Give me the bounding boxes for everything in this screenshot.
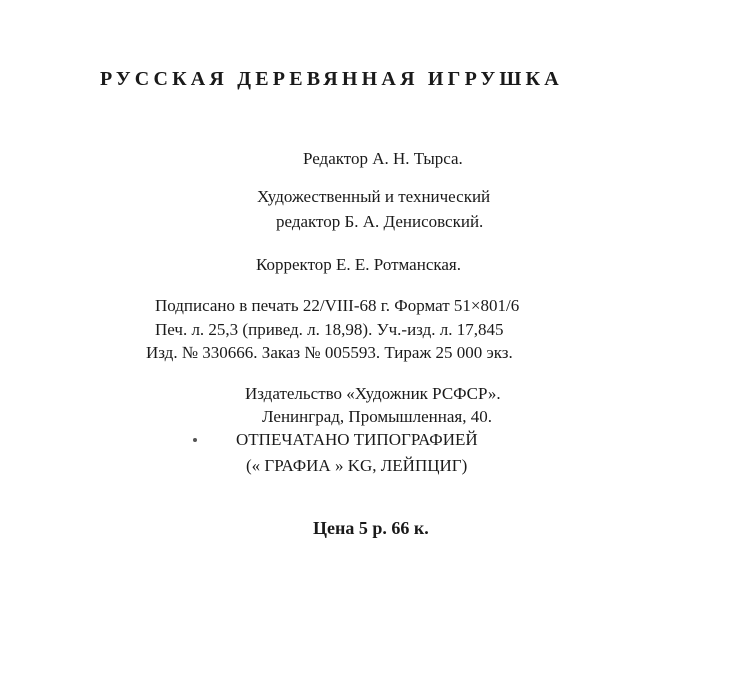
proofreader-credit: Корректор Е. Е. Ротманская. xyxy=(256,255,461,274)
publisher-name: Издательство «Художник РСФСР». xyxy=(245,384,501,403)
price: Цена 5 р. 66 к. xyxy=(313,518,429,538)
art-tech-editor-line2: редактор Б. А. Денисовский. xyxy=(276,212,484,231)
print-details-line2: Печ. л. 25,3 (привед. л. 18,98). Уч.-изд. л. 17,845 xyxy=(155,320,504,339)
book-title: РУССКАЯ ДЕРЕВЯННАЯ ИГРУШКА xyxy=(100,68,563,90)
print-details-line1: Подписано в печать 22/VIII-68 г. Формат 51×801/6 xyxy=(155,296,520,315)
stray-dot xyxy=(193,438,197,442)
editor-credit: Редактор А. Н. Тырса. xyxy=(303,149,463,168)
art-tech-editor-line1: Художественный и технический xyxy=(257,187,491,206)
publisher-address: Ленинград, Промышленная, 40. xyxy=(262,407,492,426)
printer-name: (« ГРАФИА » KG, ЛЕЙПЦИГ) xyxy=(246,456,468,475)
print-details-line3: Изд. № 330666. Заказ № 005593. Тираж 25 000 экз. xyxy=(146,343,513,362)
printed-by: ОТПЕЧАТАНО ТИПОГРАФИЕЙ xyxy=(236,430,478,449)
